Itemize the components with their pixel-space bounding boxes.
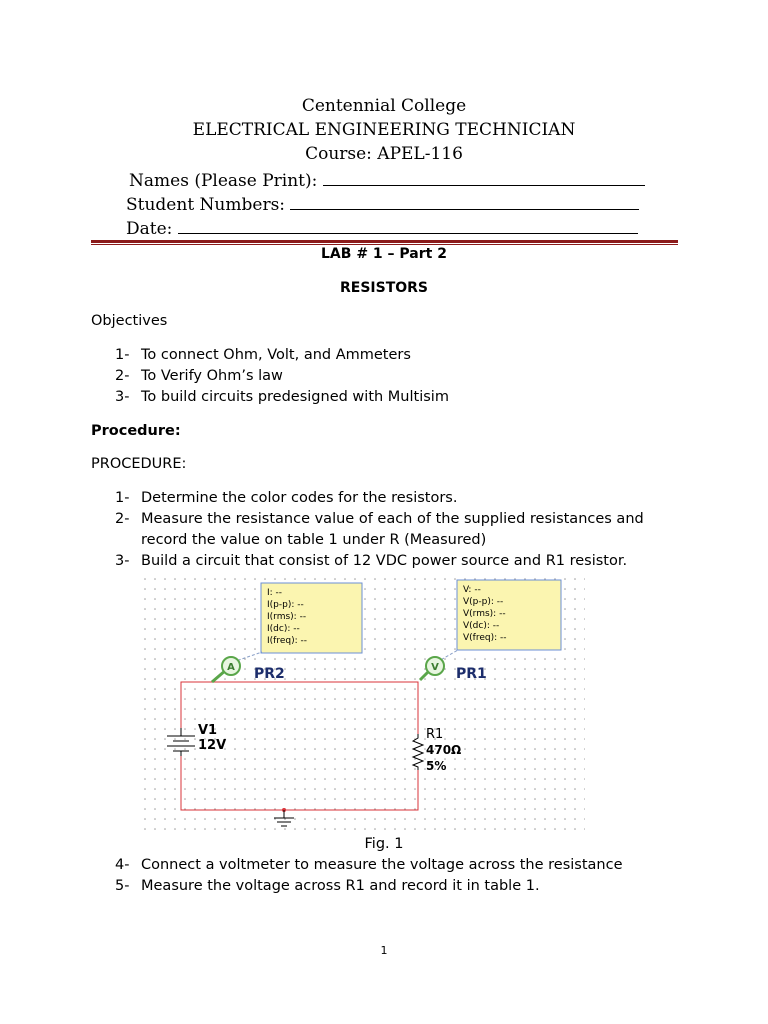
header-rule-thin [91, 244, 678, 245]
step-text: Measure the resistance value of each of the supplied resistances and [141, 511, 644, 527]
ammeter-readout-line: I(p-p): -- [267, 600, 304, 610]
step-number: 1- [115, 490, 130, 506]
ammeter-readout-line: I: -- [267, 588, 283, 598]
step-text: Determine the color codes for the resistors. [141, 490, 458, 506]
probe-label-pr2: PR2 [254, 666, 285, 682]
voltmeter-readout-line: V(rms): -- [463, 609, 506, 619]
names-field [129, 167, 645, 193]
voltmeter-readout-line: V: -- [463, 585, 481, 595]
objective-number: 1- [115, 347, 130, 363]
ammeter-readout-line: I(rms): -- [267, 612, 307, 622]
voltmeter-readout-line: V(freq): -- [463, 633, 507, 643]
step-number: 2- [115, 511, 130, 527]
objective-text: To Verify Ohm’s law [141, 368, 283, 384]
svg-text:A: A [227, 662, 235, 673]
objectives-heading: Objectives [91, 313, 168, 329]
svg-text:V: V [431, 662, 439, 673]
resistor-tolerance: 5% [426, 759, 447, 773]
step-number: 5- [115, 878, 130, 894]
college-name: Centennial College [301, 96, 467, 116]
procedure-heading: Procedure: [91, 423, 181, 439]
resistor-name: R1 [426, 727, 444, 742]
ammeter-readout-line: I(dc): -- [267, 624, 300, 634]
header-rule-thick [91, 240, 678, 243]
resistor-value: 470Ω [426, 743, 462, 757]
voltmeter-readout-box [457, 580, 561, 650]
objective-number: 2- [115, 368, 130, 384]
probe-label-pr1: PR1 [456, 666, 487, 682]
topic-title: RESISTORS [339, 280, 429, 296]
source-value: 12V [198, 738, 227, 753]
student-numbers-field [126, 191, 639, 217]
program-name: ELECTRICAL ENGINEERING TECHNICIAN [192, 120, 576, 140]
student-numbers-label: Student Numbers: [126, 195, 286, 215]
voltmeter-readout-line: V(p-p): -- [463, 597, 504, 607]
step-number: 4- [115, 857, 130, 873]
objective-text: To connect Ohm, Volt, and Ammeters [141, 347, 411, 363]
lab-title: LAB # 1 – Part 2 [321, 246, 447, 262]
date-blank[interactable] [178, 215, 638, 234]
ammeter-readout-line: I(freq): -- [267, 636, 307, 646]
step-text: Measure the voltage across R1 and record it in table 1. [141, 878, 540, 894]
ammeter-readout-box [261, 583, 362, 653]
voltmeter-readout-line: V(dc): -- [463, 621, 500, 631]
step-number: 3- [115, 553, 130, 569]
step-text: record the value on table 1 under R (Measured) [141, 532, 487, 548]
procedure-caps-heading: PROCEDURE: [91, 456, 187, 472]
objective-text: To build circuits predesigned with Multisim [141, 389, 449, 405]
source-name: V1 [198, 723, 218, 738]
objective-number: 3- [115, 389, 130, 405]
step-text: Connect a voltmeter to measure the voltage across the resistance [141, 857, 623, 873]
student-numbers-blank[interactable] [290, 191, 639, 210]
date-field [126, 215, 638, 241]
page-number: 1 [380, 944, 388, 957]
date-label: Date: [126, 219, 173, 239]
names-blank[interactable] [323, 167, 645, 186]
course-code: Course: APEL-116 [305, 144, 463, 164]
names-label: Names (Please Print): [129, 171, 318, 191]
circuit-figure [140, 574, 585, 836]
step-text: Build a circuit that consist of 12 VDC power source and R1 resistor. [141, 553, 628, 569]
figure-caption: Fig. 1 [364, 836, 404, 852]
